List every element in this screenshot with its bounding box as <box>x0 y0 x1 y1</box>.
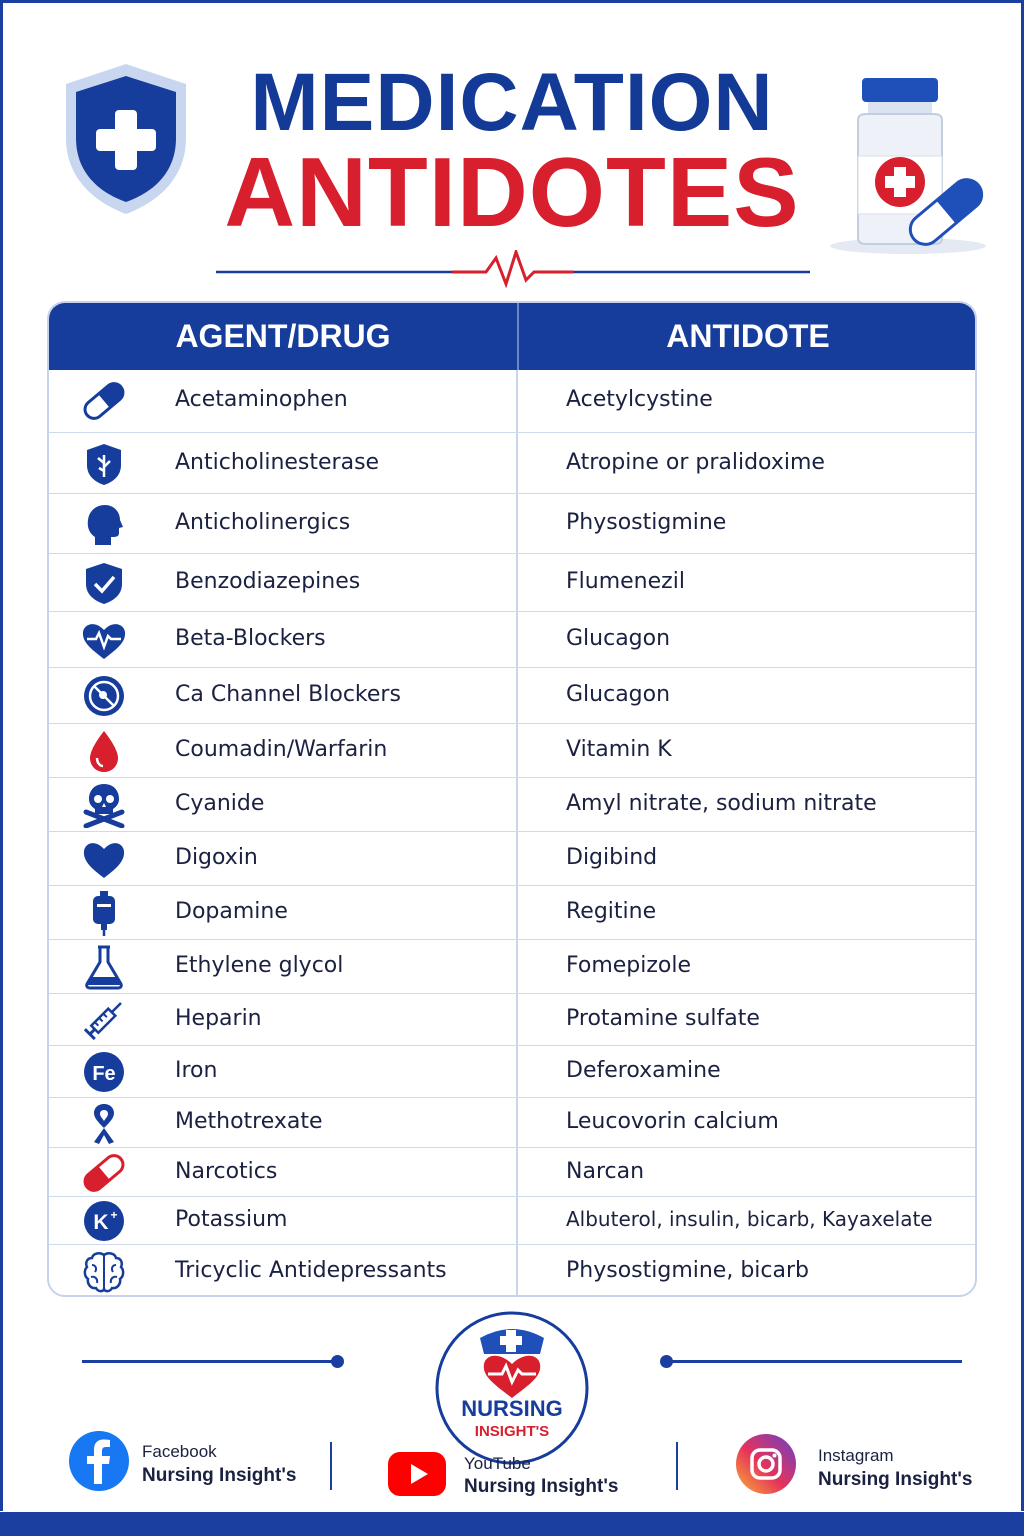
antidote-cell: Physostigmine, bicarb <box>566 1257 809 1283</box>
svg-text:+: + <box>110 1208 118 1222</box>
syringe-icon <box>81 997 127 1043</box>
logo-text-nursing: NURSING <box>461 1396 563 1421</box>
column-header-antidote: ANTIDOTE <box>666 318 830 354</box>
table-header <box>49 303 975 370</box>
agent-cell: Tricyclic Antidepressants <box>175 1257 447 1283</box>
blood-drop-icon <box>81 728 127 774</box>
table-row <box>49 777 975 831</box>
table-row <box>49 1045 975 1097</box>
table-row <box>49 493 975 553</box>
table-row <box>49 370 975 432</box>
footer-line-left <box>82 1360 338 1363</box>
table-row <box>49 885 975 939</box>
instagram-label: Instagram <box>818 1446 894 1465</box>
footer-line-right <box>666 1360 962 1363</box>
antidote-cell: Regitine <box>566 899 657 924</box>
capsule-icon <box>81 378 127 424</box>
agent-cell: Acetaminophen <box>175 387 348 412</box>
agent-cell: Anticholinesterase <box>175 449 380 475</box>
antidote-cell: Physostigmine <box>566 510 727 535</box>
medicine-bottle-icon <box>828 70 988 256</box>
head-profile-icon <box>81 501 127 547</box>
brain-icon <box>81 1249 127 1295</box>
logo-text-insights: INSIGHT'S <box>474 1423 550 1440</box>
shield-check-icon <box>81 560 127 606</box>
iv-bag-icon <box>81 890 127 936</box>
facebook-label: Facebook <box>142 1442 217 1461</box>
circle-blocker-icon <box>81 673 127 719</box>
shield-plant-icon <box>81 441 127 487</box>
antidote-cell: Amyl nitrate, sodium nitrate <box>566 791 877 816</box>
skull-crossbones-icon <box>81 782 127 828</box>
antidote-cell: Narcan <box>566 1158 645 1184</box>
antidote-cell: Flumenezil <box>566 569 685 594</box>
agent-cell: Ethylene glycol <box>175 953 344 978</box>
table-row <box>49 1097 975 1147</box>
instagram-account[interactable]: Nursing Insight's <box>818 1469 973 1490</box>
facebook-icon[interactable] <box>68 1430 130 1492</box>
agent-cell: Methotrexate <box>175 1109 323 1134</box>
antidote-cell: Acetylcystine <box>566 387 713 412</box>
heartbeat-divider <box>216 250 810 290</box>
svg-text:K: K <box>93 1211 109 1234</box>
heart-icon <box>81 836 127 882</box>
table-row <box>49 1147 975 1196</box>
antidote-cell: Digibind <box>566 845 658 870</box>
antidote-cell: Deferoxamine <box>566 1058 721 1083</box>
table-row <box>49 667 975 723</box>
table-row <box>49 611 975 667</box>
agent-cell: Potassium <box>175 1207 288 1232</box>
youtube-account[interactable]: Nursing Insight's <box>464 1476 619 1497</box>
title-line-1: MEDICATION <box>250 57 774 148</box>
table-row <box>49 1196 975 1244</box>
footer-dot-right <box>660 1355 673 1368</box>
antidote-cell: Glucagon <box>566 626 671 651</box>
agent-cell: Ca Channel Blockers <box>175 682 401 707</box>
table-row <box>49 939 975 993</box>
iron-fe-icon <box>81 1049 127 1095</box>
title-line-2: ANTIDOTES <box>224 137 800 247</box>
table-row <box>49 993 975 1045</box>
svg-text:Fe: Fe <box>92 1063 116 1085</box>
agent-cell: Iron <box>175 1058 218 1083</box>
agent-cell: Narcotics <box>175 1158 278 1184</box>
agent-cell: Heparin <box>175 1006 262 1031</box>
footer-separator-1 <box>330 1442 332 1490</box>
table-row <box>49 553 975 611</box>
table-body <box>49 370 975 1297</box>
table-row <box>49 831 975 885</box>
agent-cell: Dopamine <box>175 899 288 924</box>
antidote-cell: Glucagon <box>566 682 671 707</box>
agent-cell: Digoxin <box>175 845 258 870</box>
footer-dot-left <box>331 1355 344 1368</box>
table-row <box>49 1244 975 1297</box>
instagram-icon[interactable] <box>736 1434 796 1494</box>
antidote-cell: Atropine or pralidoxime <box>566 449 825 475</box>
agent-cell: Beta-Blockers <box>175 626 326 651</box>
column-header-agent: AGENT/DRUG <box>175 318 391 354</box>
heart-pulse-icon <box>81 617 127 663</box>
footer-separator-2 <box>676 1442 678 1490</box>
flask-icon <box>81 944 127 990</box>
agent-cell: Cyanide <box>175 791 265 816</box>
table-row <box>49 432 975 493</box>
youtube-icon[interactable] <box>388 1452 446 1496</box>
antidote-cell: Protamine sulfate <box>566 1006 760 1031</box>
bottom-bar <box>0 1512 1024 1536</box>
table-row <box>49 723 975 777</box>
antidote-cell: Leucovorin calcium <box>566 1109 779 1134</box>
antidote-cell: Fomepizole <box>566 953 692 978</box>
nursing-insights-logo <box>434 1310 590 1466</box>
agent-cell: Anticholinergics <box>175 510 351 535</box>
antidote-table <box>47 301 977 1297</box>
agent-cell: Benzodiazepines <box>175 569 361 594</box>
antidote-cell: Albuterol, insulin, bicarb, Kayaxelate <box>566 1207 933 1231</box>
antidote-cell: Vitamin K <box>566 737 672 762</box>
agent-cell: Coumadin/Warfarin <box>175 737 388 762</box>
youtube-label: YouTube <box>464 1454 531 1473</box>
facebook-account[interactable]: Nursing Insight's <box>142 1465 297 1486</box>
ribbon-icon <box>81 1100 127 1146</box>
red-pill-icon <box>81 1150 127 1196</box>
potassium-k-icon <box>81 1198 127 1244</box>
